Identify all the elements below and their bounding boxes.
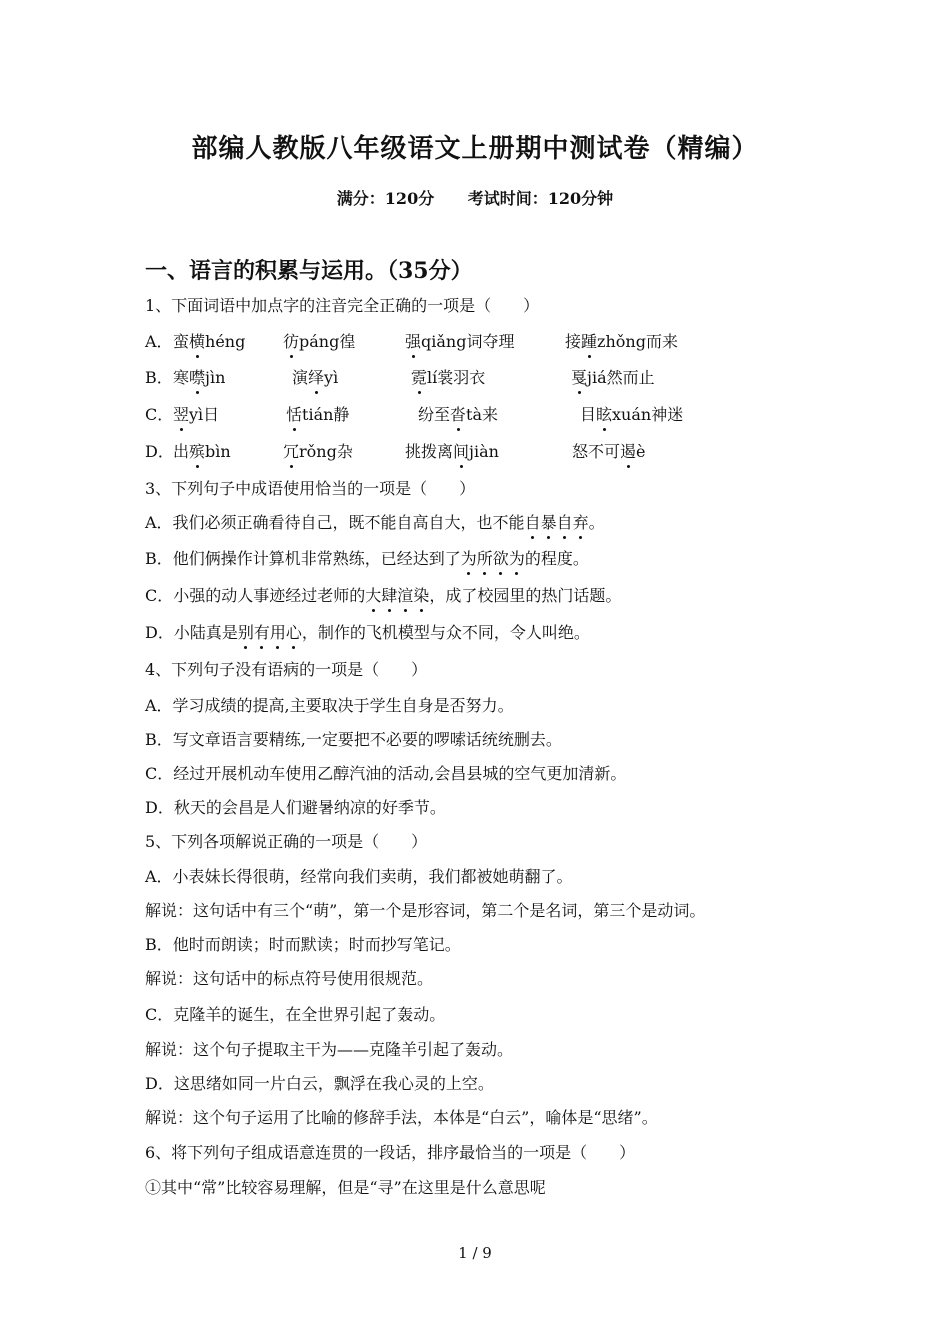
q1-option-a-item-4: 接踵zhǒng而来 <box>565 332 678 351</box>
q5-explanation-d: 解说：这个句子运用了比喻的修辞手法，本体是“白云”，喻体是“思绪”。 <box>145 1108 658 1127</box>
q3-option-c: C．小强的动人事迹经过老师的大肆渲染，成了校园里的热门话题。 <box>145 586 622 605</box>
q4-option-c: C．经过开展机动车使用乙醇汽油的活动,会昌县城的空气更加清新。 <box>145 764 627 783</box>
q5-option-a: A．小表妹长得很萌，经常向我们卖萌，我们都被她萌翻了。 <box>145 867 573 886</box>
q1-option-d-item-1: 出殡bìn <box>173 442 231 461</box>
q5-option-b: B．他时而朗读；时而默读；时而抄写笔记。 <box>145 935 461 954</box>
q5-explanation-a: 解说：这句话中有三个“萌”，第一个是形容词，第二个是名词，第三个是动词。 <box>145 901 706 920</box>
exam-time: 考试时间：120分钟 <box>467 189 614 208</box>
q1-option-a-label: A． <box>145 332 173 351</box>
question-1-stem: 1、下面词语中加点字的注音完全正确的一项是（ ） <box>145 296 540 315</box>
q1-option-d-item-3: 挑拨离间jiàn <box>405 442 499 461</box>
q5-option-d: D．这思绪如同一片白云，飘浮在我心灵的上空。 <box>145 1074 494 1093</box>
q3-option-a: A．我们必须正确看待自己，既不能自高自大，也不能自暴自弃。 <box>145 513 605 532</box>
q1-option-c-item-2: 恬tián静 <box>286 405 350 424</box>
q1-option-c-item-1: 翌yì日 <box>173 405 220 424</box>
q1-option-b-item-4: 戛jiá然而止 <box>571 368 655 387</box>
page-number: 1 / 9 <box>458 1244 492 1262</box>
q4-option-b: B．写文章语言要精练,一定要把不必要的啰嗦话统统删去。 <box>145 730 562 749</box>
q1-option-c-label: C． <box>145 405 174 424</box>
q1-option-b-item-2: 演绎yì <box>292 368 339 387</box>
q1-option-a-item-1: 蛮横héng <box>173 332 246 351</box>
question-6-stem: 6、将下列句子组成语意连贯的一段话，排序最恰当的一项是（ ） <box>145 1143 636 1162</box>
q1-option-d-label: D． <box>145 442 174 461</box>
q1-option-d-item-4: 怒不可遏è <box>572 442 646 461</box>
q5-option-c: C．克隆羊的诞生，在全世界引起了轰动。 <box>145 1005 446 1024</box>
q1-option-b-item-3: 霓lí裳羽衣 <box>411 368 486 387</box>
question-5-stem: 5、下列各项解说正确的一项是（ ） <box>145 832 428 851</box>
q1-option-d-item-2: 冗rǒng杂 <box>283 442 353 461</box>
q1-option-b-label: B． <box>145 368 173 387</box>
exam-info <box>0 186 950 209</box>
q6-sentence-1: ①其中“常”比较容易理解，但是“寻”在这里是什么意思呢 <box>145 1178 546 1197</box>
q1-option-a-item-3: 强qiǎng词夺理 <box>405 332 515 351</box>
q1-option-b-item-1: 寒噤jìn <box>173 368 226 387</box>
section-heading: 一、语言的积累与运用。（35分） <box>145 258 473 284</box>
q4-option-d: D．秋天的会昌是人们避暑纳凉的好季节。 <box>145 798 446 817</box>
q1-option-c-item-4: 目眩xuán神迷 <box>580 405 684 424</box>
page-title: 部编人教版八年级语文上册期中测试卷（精编） <box>191 134 759 164</box>
full-score: 满分：120分 <box>336 189 435 208</box>
q4-option-a: A．学习成绩的提高,主要取决于学生自身是否努力。 <box>145 696 514 715</box>
q3-option-b: B．他们俩操作计算机非常熟练，已经达到了为所欲为的程度。 <box>145 549 589 568</box>
q3-option-d: D．小陆真是别有用心，制作的飞机模型与众不同，令人叫绝。 <box>145 623 590 642</box>
q1-option-a-item-2: 彷páng徨 <box>283 332 356 351</box>
q5-explanation-b: 解说：这句话中的标点符号使用很规范。 <box>145 969 434 988</box>
question-3-stem: 3、下列句子中成语使用恰当的一项是（ ） <box>145 479 476 498</box>
question-4-stem: 4、下列句子没有语病的一项是（ ） <box>145 660 428 679</box>
q1-option-c-item-3: 纷至沓tà来 <box>418 405 499 424</box>
q5-explanation-c: 解说：这个句子提取主干为——克隆羊引起了轰动。 <box>145 1040 514 1059</box>
